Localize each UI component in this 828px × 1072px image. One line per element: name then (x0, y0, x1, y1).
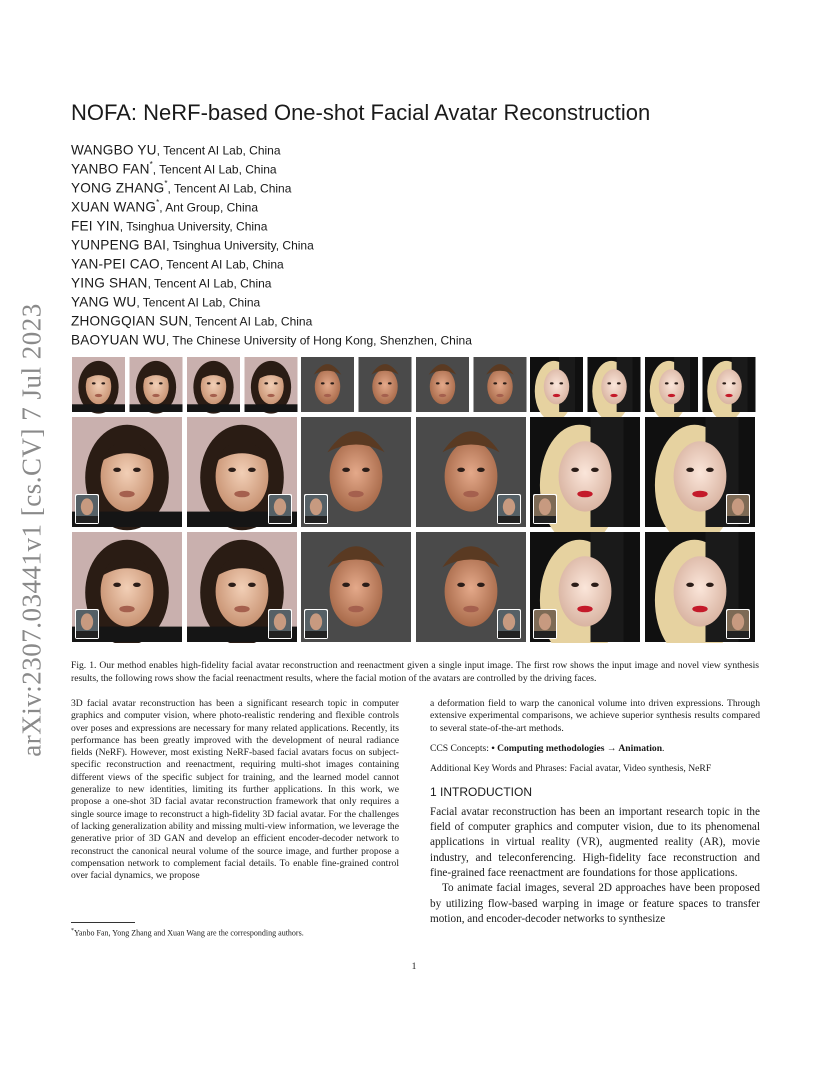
paper-title: NOFA: NeRF-based One-shot Facial Avatar Reconstruction (71, 100, 651, 125)
author-affiliation: , Tencent AI Lab, China (147, 276, 272, 291)
input-or-novel-view-image (301, 357, 354, 412)
ccs-value: • Computing methodologies → Animation (491, 742, 663, 754)
author-affiliation: , Tsinghua University, China (166, 238, 314, 253)
author-name: WANGBO YU (71, 142, 157, 158)
author-affiliation: , The Chinese University of Hong Kong, Shenzhen, China (165, 333, 472, 348)
abstract-column (71, 698, 399, 882)
footnote (71, 928, 304, 938)
section-heading: 1 INTRODUCTION (430, 785, 532, 800)
author-name: YING SHAN (71, 275, 148, 291)
driving-face-thumbnail (726, 494, 750, 524)
right-column (430, 698, 760, 927)
input-or-novel-view-image (245, 357, 298, 414)
input-or-novel-view-image (703, 357, 756, 421)
input-or-novel-view-image (416, 357, 469, 412)
keywords: Additional Key Words and Phrases: Facial avatar, Video synthesis, NeRF (430, 763, 712, 775)
input-or-novel-view-image (72, 357, 125, 414)
introduction-text (430, 805, 760, 927)
driving-face-thumbnail (304, 609, 328, 639)
driving-face-thumbnail (75, 494, 99, 524)
author-affiliation: , Tencent AI Lab, China (152, 162, 277, 177)
reenactment-result-image (530, 417, 640, 546)
author-affiliation: , Tencent AI Lab, China (156, 143, 281, 158)
input-or-novel-view-image (530, 357, 583, 421)
input-or-novel-view-image (130, 357, 183, 414)
driving-face-thumbnail (533, 494, 557, 524)
author-entry (71, 269, 472, 291)
teaser-figure-image (72, 357, 757, 643)
driving-face-thumbnail (497, 609, 521, 639)
author-entry (71, 212, 472, 234)
author-name: FEI YIN (71, 218, 120, 234)
footnote-text: Yanbo Fan, Yong Zhang and Xuan Wang are the corresponding authors. (74, 928, 304, 938)
author-affiliation: , Tencent AI Lab, China (167, 181, 292, 196)
driving-face-thumbnail (268, 609, 292, 639)
author-mark: * (156, 198, 160, 207)
ccs-concepts (430, 743, 760, 755)
author-entry (71, 250, 472, 272)
arxiv-stamp-text: arXiv:2307.03441v1 [cs.CV] 7 Jul 2023 (16, 303, 47, 757)
driving-face-thumbnail (726, 609, 750, 639)
footnote-mark: * (71, 928, 74, 934)
input-or-novel-view-image (588, 357, 641, 421)
input-or-novel-view-image (359, 357, 412, 412)
driving-face-thumbnail (304, 494, 328, 524)
author-affiliation: , Tsinghua University, China (119, 219, 268, 234)
author-affiliation: , Ant Group, China (159, 200, 258, 215)
author-mark: * (164, 179, 168, 188)
driving-face-thumbnail (533, 609, 557, 639)
author-name: YANBO FAN (71, 161, 150, 177)
author-list (71, 136, 472, 348)
author-entry (71, 326, 472, 348)
author-name: YUNPENG BAI (71, 237, 167, 253)
input-or-novel-view-image (474, 357, 527, 412)
author-entry (71, 307, 472, 329)
author-name: ZHONGQIAN SUN (71, 313, 189, 329)
ccs-end: . (662, 742, 665, 754)
author-entry (71, 288, 472, 310)
author-affiliation: , Tencent AI Lab, China (159, 257, 284, 272)
footnote-rule (71, 922, 135, 923)
author-entry (71, 155, 472, 177)
input-or-novel-view-image (187, 357, 240, 414)
driving-face-thumbnail (497, 494, 521, 524)
reenactment-result-image (645, 417, 755, 546)
author-entry (71, 136, 472, 158)
author-name: YANG WU (71, 294, 137, 310)
driving-face-thumbnail (75, 609, 99, 639)
teaser-figure (72, 357, 757, 643)
author-name: BAOYUAN WU (71, 332, 166, 348)
author-name: YAN-PEI CAO (71, 256, 160, 272)
page-number: 1 (411, 961, 417, 972)
abstract-continued: a deformation field to warp the canonical volume into driven expressions. Through extensive experimental comparisons, we achieve superior synthesis results compared to several state-of-the-art methods. (430, 698, 760, 734)
input-or-novel-view-image (645, 357, 698, 421)
arxiv-stamp (12, 300, 52, 760)
driving-face-thumbnail (268, 494, 292, 524)
intro-paragraph-1: Facial avatar reconstruction has been an important research topic in the field of computer graphics and computer vision, due to its phenomenal applications in virtual reality (VR), augmented reality (AR), movie industry, and teleconferencing. High-fidelity face reconstruction and fine-grained face reenactment are foundations for those applications. (430, 805, 760, 879)
author-entry (71, 231, 472, 253)
author-name: YONG ZHANG (71, 180, 165, 196)
author-affiliation: , Tencent AI Lab, China (136, 295, 261, 310)
author-entry (71, 174, 472, 196)
abstract-text: 3D facial avatar reconstruction has been a significant research topic in computer graphics and computer vision, where photo-realistic rendering and flexible controls over poses and expressions are necessary for many related applications. Recently, its performance has been greatly improved with the development of neural radiance fields (NeRF). However, most existing NeRF-based facial avatars focus on subject-specific reconstruction and reenactment, requiring multi-shot images containing different views of the specific subject for training, and the learned model cannot generalize to new identities, limiting its further applications. In this work, we propose a one-shot 3D facial avatar reconstruction framework that only requires a single source image to reconstruct a high-fidelity 3D facial avatar. For the challenges of lacking generalization ability and missing multi-view information, we leverage the generative prior of 3D GAN and develop an efficient encoder-decoder network to reconstruct the canonical neural volume of the source image, and further propose a compensation network to complement facial details. To enable fine-grained control over facial dynamics, we propose (71, 698, 399, 882)
author-affiliation: , Tencent AI Lab, China (188, 314, 313, 329)
author-entry (71, 193, 472, 215)
author-mark: * (149, 160, 153, 169)
ccs-label: CCS Concepts: (430, 742, 492, 754)
intro-paragraph-2: To animate facial images, several 2D approaches have been proposed by utilizing flow-based warping in image or feature spaces to transfer motion, and encoder-decoder networks to synthesize (430, 882, 760, 925)
figure-caption: Fig. 1. Our method enables high-fidelity facial avatar reconstruction and reenactment given a single input image. The first row shows the input image and novel view synthesis results, the following rows show the facial reenactment results, where the facial motion of the avatars are controlled by the driving faces. (71, 660, 759, 684)
author-name: XUAN WANG (71, 199, 157, 215)
